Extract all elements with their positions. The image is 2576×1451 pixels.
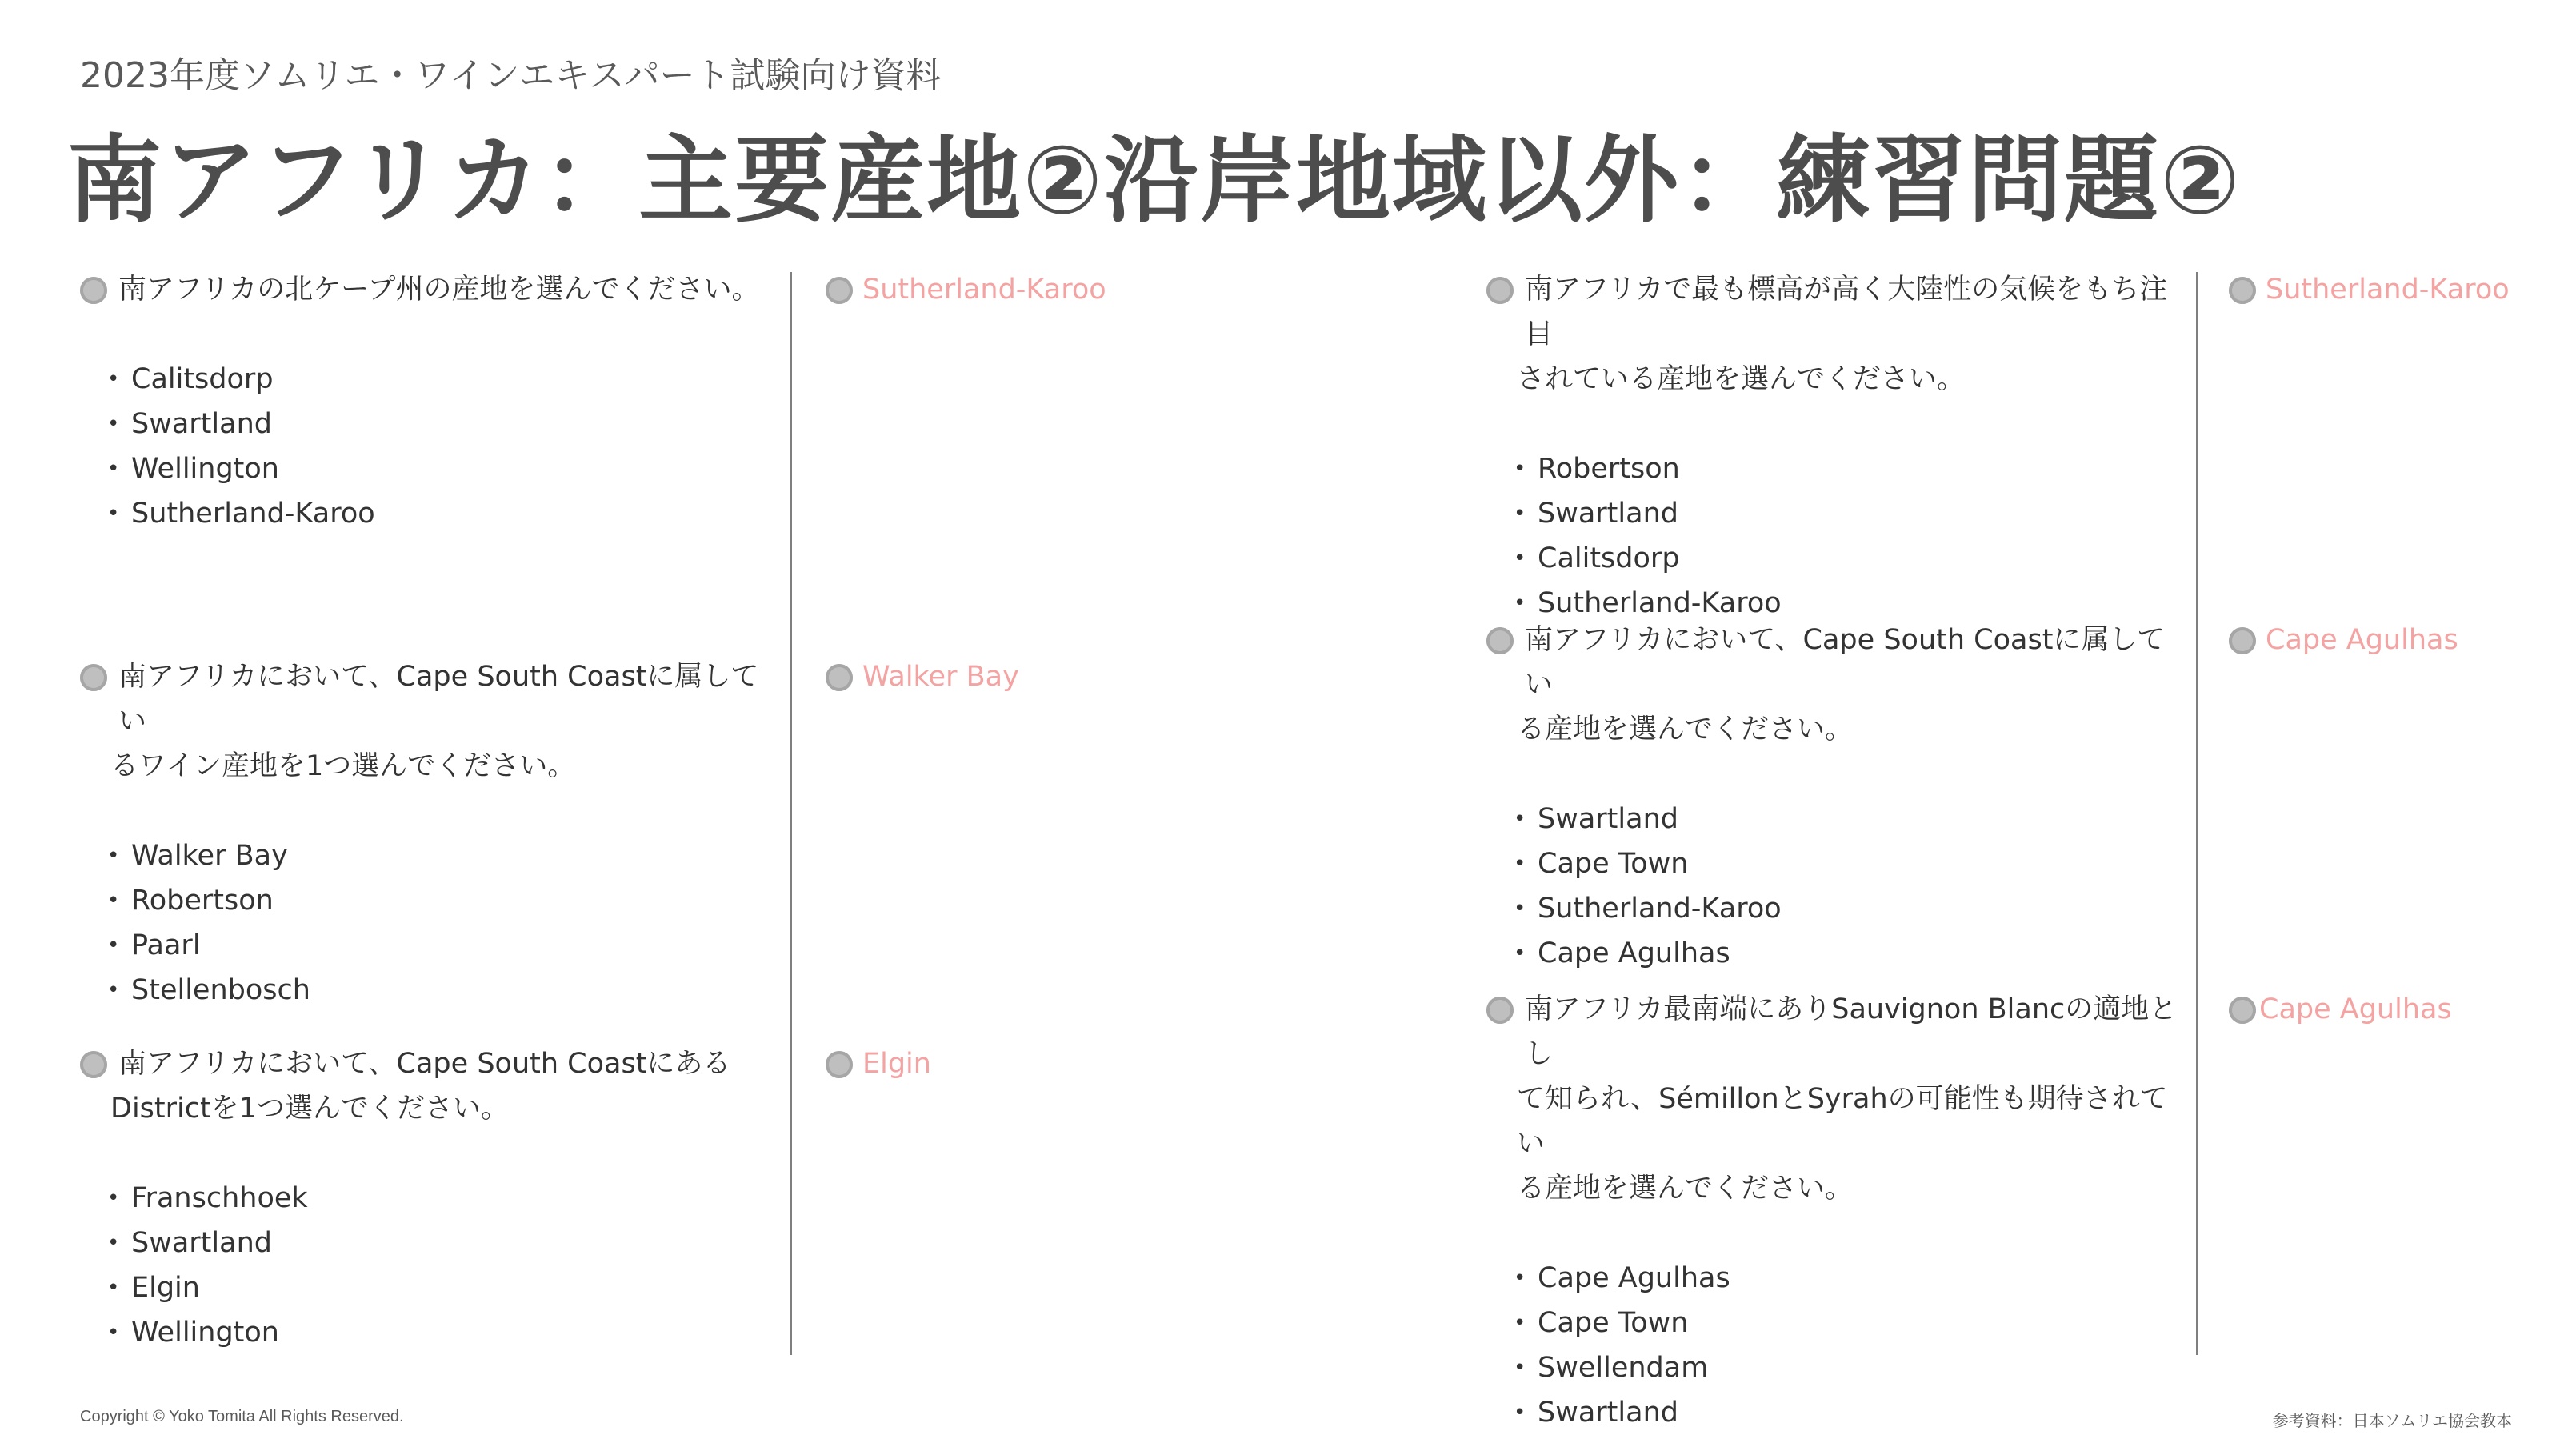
question-line: て知られ、SémillonとSyrahの可能性も期待されてい xyxy=(1517,1083,2168,1160)
question-line: 南アフリカにおいて、Cape South Coastに属してい xyxy=(118,661,759,737)
option-item: • Swartland xyxy=(107,1221,768,1265)
option-item: • Sutherland-Karoo xyxy=(1514,886,2190,931)
circle-bullet-icon xyxy=(1486,997,1514,1024)
option-item: • Swartland xyxy=(1514,797,2190,841)
page-subtitle: 2023年度ソムリエ・ワインエキスパート試験向け資料 xyxy=(80,55,942,96)
reference-text: 参考資料：日本ソムリエ協会教本 xyxy=(2272,1411,2512,1430)
circle-bullet-icon xyxy=(826,277,853,304)
option-item: • Calitsdorp xyxy=(1514,536,2190,581)
option-item: • Swartland xyxy=(107,402,768,446)
option-list xyxy=(80,833,768,1013)
option-list xyxy=(1486,797,2190,976)
answer xyxy=(826,654,1019,699)
question-line: 南アフリカ最南端にありSauvignon Blancの適地とし xyxy=(1525,993,2178,1070)
option-list xyxy=(1486,1256,2190,1435)
question-text xyxy=(1486,987,2190,1211)
question-line: る産地を選んでください。 xyxy=(1517,714,1854,745)
option-item: • Stellenbosch xyxy=(107,968,768,1013)
answer-text: Walker Bay xyxy=(862,661,1019,693)
question-text xyxy=(80,654,768,789)
question-text xyxy=(80,1041,768,1131)
circle-bullet-icon xyxy=(826,664,853,691)
question-block xyxy=(80,267,768,536)
option-item: • Swartland xyxy=(1514,1390,2190,1435)
option-item: • Calitsdorp xyxy=(107,357,768,402)
option-item: • Swartland xyxy=(1514,491,2190,536)
option-item: • Elgin xyxy=(107,1265,768,1310)
question-line: る産地を選んでください。 xyxy=(1517,1173,1854,1205)
answer-text: Cape Agulhas xyxy=(2259,993,2452,1025)
answer-text: Sutherland-Karoo xyxy=(2266,274,2510,306)
option-item: • Cape Agulhas xyxy=(1514,1256,2190,1301)
question-block xyxy=(1486,267,2190,626)
question-line: 南アフリカにおいて、Cape South Coastに属してい xyxy=(1525,624,2166,701)
circle-bullet-icon xyxy=(2229,997,2256,1024)
question-line: Districtを1つ選んでください。 xyxy=(110,1093,509,1125)
option-item: • Paarl xyxy=(107,923,768,968)
option-item: • Walker Bay xyxy=(107,833,768,878)
option-item: • Sutherland-Karoo xyxy=(1514,581,2190,626)
circle-bullet-icon xyxy=(1486,627,1514,654)
page-title: 南アフリカ：主要産地②沿岸地域以外：練習問題② xyxy=(67,125,2242,235)
answer xyxy=(826,267,1106,312)
answer xyxy=(2229,618,2458,662)
copyright-text: Copyright © Yoko Tomita All Rights Reserved. xyxy=(80,1408,404,1425)
answer xyxy=(826,1041,931,1086)
option-item: • Swellendam xyxy=(1514,1345,2190,1390)
circle-bullet-icon xyxy=(826,1051,853,1078)
option-list xyxy=(80,1176,768,1355)
option-item: • Wellington xyxy=(107,446,768,491)
circle-bullet-icon xyxy=(80,1051,107,1078)
option-item: • Cape Town xyxy=(1514,1301,2190,1345)
option-item: • Robertson xyxy=(107,878,768,923)
question-text xyxy=(1486,618,2190,752)
option-item: • Cape Town xyxy=(1514,841,2190,886)
option-item: • Robertson xyxy=(1514,446,2190,491)
answer-text: Elgin xyxy=(862,1048,931,1080)
circle-bullet-icon xyxy=(80,664,107,691)
option-item: • Cape Agulhas xyxy=(1514,931,2190,976)
question-line: るワイン産地を1つ選んでください。 xyxy=(110,750,576,782)
option-list xyxy=(1486,446,2190,626)
question-block xyxy=(1486,987,2190,1435)
option-list xyxy=(80,357,768,536)
circle-bullet-icon xyxy=(2229,627,2256,654)
option-item: • Franschhoek xyxy=(107,1176,768,1221)
question-text xyxy=(80,267,768,312)
question-line: 南アフリカの北ケープ州の産地を選んでください。 xyxy=(118,274,760,306)
question-line: 南アフリカで最も標高が高く大陸性の気候をもち注目 xyxy=(1525,274,2168,350)
question-line: されている産地を選んでください。 xyxy=(1517,363,1966,395)
answer-text: Sutherland-Karoo xyxy=(862,274,1106,306)
divider-right xyxy=(2196,272,2198,1355)
question-block xyxy=(1486,618,2190,976)
question-block xyxy=(80,1041,768,1355)
option-item: • Wellington xyxy=(107,1310,768,1355)
circle-bullet-icon xyxy=(2229,277,2256,304)
question-block xyxy=(80,654,768,1013)
answer xyxy=(2229,987,2452,1032)
divider-left xyxy=(790,272,792,1355)
circle-bullet-icon xyxy=(80,277,107,304)
answer-text: Cape Agulhas xyxy=(2266,624,2458,656)
question-text xyxy=(1486,267,2190,402)
question-line: 南アフリカにおいて、Cape South Coastにある xyxy=(118,1048,731,1080)
option-item: • Sutherland-Karoo xyxy=(107,491,768,536)
circle-bullet-icon xyxy=(1486,277,1514,304)
answer xyxy=(2229,267,2510,312)
